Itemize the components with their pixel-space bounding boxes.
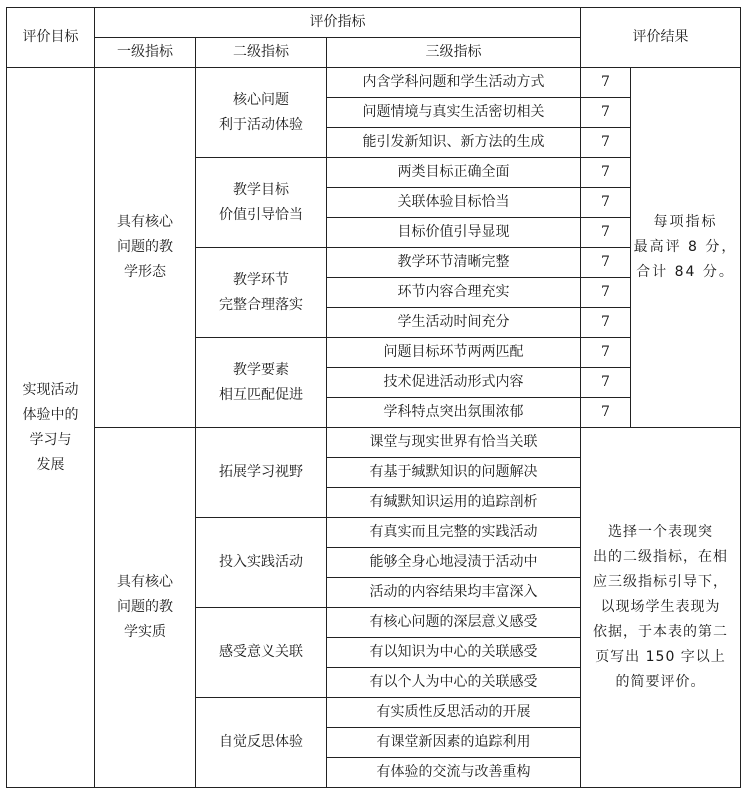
level3-cell: 有缄默知识运用的追踪剖析	[327, 488, 581, 518]
level3-cell: 内含学科问题和学生活动方式	[327, 68, 581, 98]
score-cell: 7	[581, 248, 631, 278]
score-cell: 7	[581, 188, 631, 218]
level2-cell-line: 利于活动体验	[219, 116, 303, 133]
header-level2: 二级指标	[196, 38, 327, 68]
level2-cell	[196, 518, 327, 608]
result-note-line: 合计 84 分。	[636, 264, 735, 280]
level3-cell: 有以知识为中心的关联感受	[327, 638, 581, 668]
result-note-line: 以现场学生表现为	[600, 599, 721, 615]
score-cell: 7	[581, 278, 631, 308]
level2-cell	[196, 248, 327, 338]
level2-cell-line: 教学要素	[233, 361, 289, 378]
level2-cell	[196, 428, 327, 518]
score-cell: 7	[581, 98, 631, 128]
level3-cell: 技术促进活动形式内容	[327, 368, 581, 398]
level2-cell-line: 教学环节	[233, 271, 289, 288]
level3-cell: 问题目标环节两两匹配	[327, 338, 581, 368]
level2-cell-line: 拓展学习视野	[219, 464, 303, 480]
level2-cell	[196, 698, 327, 788]
header-result: 评价结果	[581, 8, 741, 68]
level3-cell: 有核心问题的深层意义感受	[327, 608, 581, 638]
level1-cell	[95, 428, 196, 788]
evaluation-table-body	[7, 8, 741, 788]
level2-cell-line: 教学目标	[233, 181, 289, 198]
header-goal: 评价目标	[7, 8, 95, 68]
level3-cell: 能引发新知识、新方法的生成	[327, 128, 581, 158]
score-cell: 7	[581, 398, 631, 428]
level1-cell-line: 具有核心	[117, 214, 173, 230]
level2-cell	[196, 158, 327, 248]
goal-cell-line: 学习与	[29, 431, 72, 448]
result-note-line: 应三级指标引导下，	[593, 574, 728, 590]
level3-cell: 有基于缄默知识的问题解决	[327, 458, 581, 488]
level2-cell-line: 核心问题	[233, 91, 289, 108]
result-note-line: 选择一个表现突	[608, 524, 713, 540]
level2-cell	[196, 608, 327, 698]
score-cell: 7	[581, 128, 631, 158]
header-indicators: 评价指标	[95, 8, 581, 38]
result-note-line: 出的二级指标，在相	[593, 549, 728, 565]
goal-cell-line: 体验中的	[22, 406, 79, 423]
table-row	[7, 68, 741, 98]
level1-cell-line: 学形态	[124, 264, 166, 280]
level3-cell: 学生活动时间充分	[327, 308, 581, 338]
level2-cell	[196, 68, 327, 158]
level3-cell: 有课堂新因素的追踪利用	[327, 728, 581, 758]
level2-cell-line: 感受意义关联	[219, 644, 303, 660]
level2-cell-line: 完整合理落实	[219, 296, 303, 313]
header-level1: 一级指标	[95, 38, 196, 68]
level3-cell: 有体验的交流与改善重构	[327, 758, 581, 788]
table-row	[7, 428, 741, 458]
level3-cell: 两类目标正确全面	[327, 158, 581, 188]
level3-cell: 学科特点突出氛围浓郁	[327, 398, 581, 428]
level3-cell: 活动的内容结果均丰富深入	[327, 578, 581, 608]
score-cell: 7	[581, 338, 631, 368]
result-note-line: 最高评 8 分，	[633, 239, 738, 255]
result-note	[581, 428, 741, 788]
level2-cell-line: 投入实践活动	[219, 554, 303, 570]
result-note-line: 页写出 150 字以上	[595, 649, 726, 665]
level1-cell-line: 问题的教	[117, 239, 173, 255]
level3-cell: 环节内容合理充实	[327, 278, 581, 308]
evaluation-table	[6, 7, 741, 788]
header-level3: 三级指标	[327, 38, 581, 68]
result-note	[631, 68, 741, 428]
level3-cell: 有以个人为中心的关联感受	[327, 668, 581, 698]
score-cell: 7	[581, 218, 631, 248]
goal-cell-line: 发展	[36, 456, 65, 473]
level3-cell: 目标价值引导显现	[327, 218, 581, 248]
goal-cell	[7, 68, 95, 788]
level3-cell: 问题情境与真实生活密切相关	[327, 98, 581, 128]
level1-cell	[95, 68, 196, 428]
level3-cell: 教学环节清晰完整	[327, 248, 581, 278]
score-cell: 7	[581, 368, 631, 398]
level1-cell-line: 学实质	[124, 624, 166, 640]
goal-cell-line: 实现活动	[22, 381, 79, 398]
level1-cell-line: 具有核心	[117, 574, 173, 590]
result-note-line: 依据，于本表的第二	[593, 624, 728, 640]
level2-cell-line: 自觉反思体验	[219, 734, 303, 750]
score-cell: 7	[581, 158, 631, 188]
result-note-line: 每项指标	[653, 214, 718, 230]
result-note-line: 的简要评价。	[615, 674, 706, 690]
level3-cell: 有真实而且完整的实践活动	[327, 518, 581, 548]
level2-cell-line: 价值引导恰当	[219, 206, 303, 223]
level3-cell: 能够全身心地浸渍于活动中	[327, 548, 581, 578]
level1-cell-line: 问题的教	[117, 599, 173, 615]
score-cell: 7	[581, 308, 631, 338]
level3-cell: 课堂与现实世界有恰当关联	[327, 428, 581, 458]
level2-cell-line: 相互匹配促进	[219, 386, 303, 403]
level3-cell: 有实质性反思活动的开展	[327, 698, 581, 728]
level3-cell: 关联体验目标恰当	[327, 188, 581, 218]
score-cell: 7	[581, 68, 631, 98]
level2-cell	[196, 338, 327, 428]
